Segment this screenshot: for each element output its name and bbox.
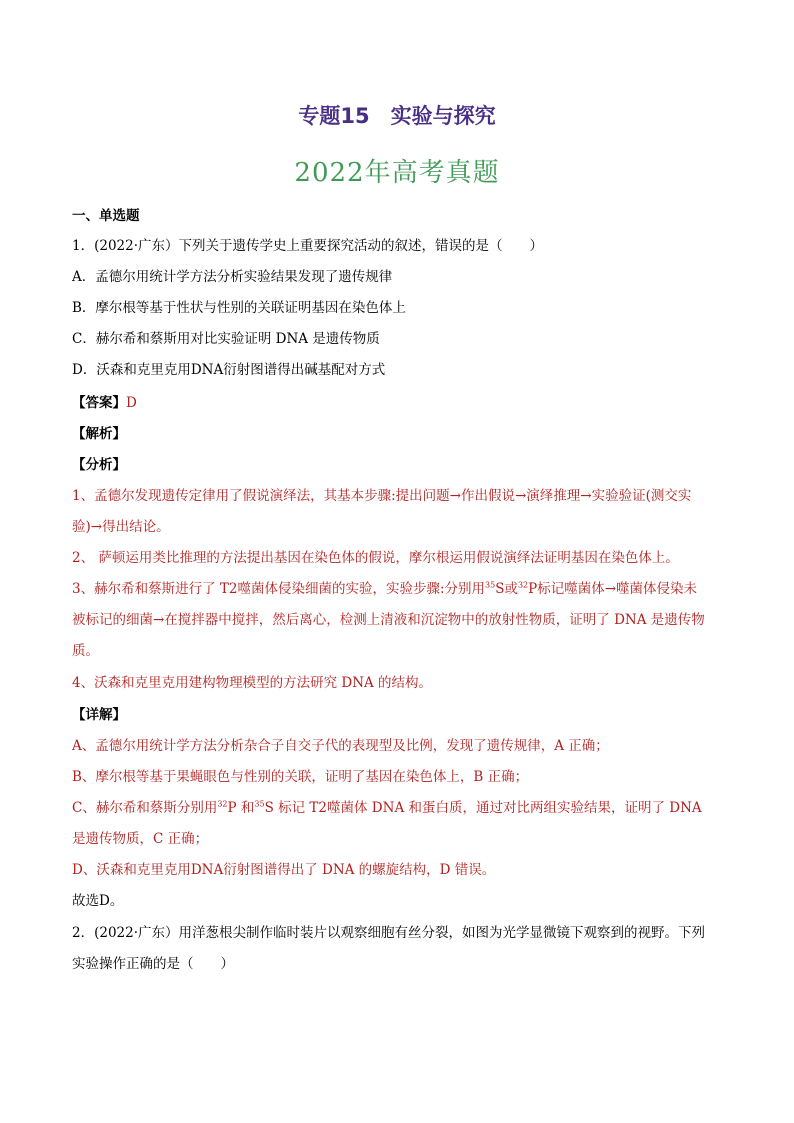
analysis-3-line-3: 质。 [72, 643, 99, 659]
page-subtitle: 2022年高考真题 [294, 158, 500, 188]
question-2-stem-line-1: 2．(2022·广东）用洋葱根尖制作临时装片以观察细胞有丝分裂，如图为光学显微镜下观察到的视野。下列 [72, 925, 706, 941]
jiexi-label: 【解析】 [72, 426, 126, 442]
analysis-3-text-c: P标记噬菌体→噬菌体侵染未 [528, 581, 698, 597]
question-1-option-c: C．赫尔希和蔡斯用对比实验证明 DNA 是遗传物质 [72, 331, 380, 347]
xiangjie-label: 【详解】 [72, 707, 126, 723]
detail-c-line-2: 是遗传物质，C 正确； [72, 831, 209, 847]
answer-value: D [126, 395, 137, 411]
answer-row [72, 393, 732, 413]
detail-b: B、摩尔根等基于果蝇眼色与性别的关联，证明了基因在染色体上，B 正确； [72, 769, 529, 785]
analysis-3-text-b: S或 [495, 581, 518, 597]
detail-c-line-1 [72, 798, 732, 818]
question-1-option-b: B．摩尔根等基于性状与性别的关联证明基因在染色体上 [72, 300, 406, 316]
question-1-stem: 1．(2022·广东）下列关于遗传学史上重要探究活动的叙述，错误的是（ ） [72, 238, 544, 254]
detail-c-text-c: S 标记 T2噬菌体 DNA 和蛋白质，通过对比两组实验结果，证明了 DNA [264, 800, 702, 816]
answer-label: 【答案】 [72, 395, 126, 411]
analysis-2: 2、 萨顿运用类比推理的方法提出基因在染色体的假说，摩尔根运用假说演绎法证明基因在染色体上。 [72, 550, 679, 566]
question-2-stem-line-2: 实验操作正确的是（ ） [72, 956, 234, 972]
isotope-35-superscript: 35 [254, 799, 265, 809]
fenxi-label: 【分析】 [72, 457, 126, 473]
detail-d: D、沃森和克里克用DNA衍射图谱得出了 DNA 的螺旋结构，D 错误。 [72, 862, 496, 878]
analysis-1-line-2: 验)→得出结论。 [72, 519, 170, 535]
isotope-32-superscript: 32 [517, 580, 529, 590]
analysis-4: 4、沃森和克里克用建构物理模型的方法研究 DNA 的结构。 [72, 675, 433, 691]
analysis-3-text-a: 3、赫尔希和蔡斯进行了 T2噬菌体侵染细菌的实验，实验步骤:分别用 [72, 581, 486, 597]
isotope-32-superscript: 32 [217, 799, 228, 809]
analysis-3-line-1 [72, 579, 732, 599]
page-title: 专题15 实验与探究 [298, 104, 496, 128]
detail-a: A、孟德尔用统计学方法分析杂合子自交子代的表现型及比例，发现了遗传规律，A 正确； [72, 738, 609, 754]
question-1-option-d: D．沃森和克里克用DNA衍射图谱得出碱基配对方式 [72, 362, 386, 378]
analysis-3-line-2: 被标记的细菌→在搅拌器中搅拌，然后离心，检测上清液和沉淀物中的放射性物质，证明了 DNA 是遗传物 [72, 612, 705, 628]
analysis-1-line-1: 1、孟德尔发现遗传定律用了假说演绎法，其基本步骤:提出问题→作出假说→演绎推理→实验验证(测交实 [72, 488, 692, 504]
detail-c-text-a: C、赫尔希和蔡斯分别用 [72, 800, 218, 816]
section-heading: 一、单选题 [72, 208, 140, 224]
conclusion: 故选D。 [72, 893, 124, 909]
isotope-35-superscript: 35 [485, 580, 496, 590]
question-1-option-a: A．孟德尔用统计学方法分析实验结果发现了遗传规律 [72, 269, 393, 285]
detail-c-text-b: P 和 [227, 800, 255, 816]
